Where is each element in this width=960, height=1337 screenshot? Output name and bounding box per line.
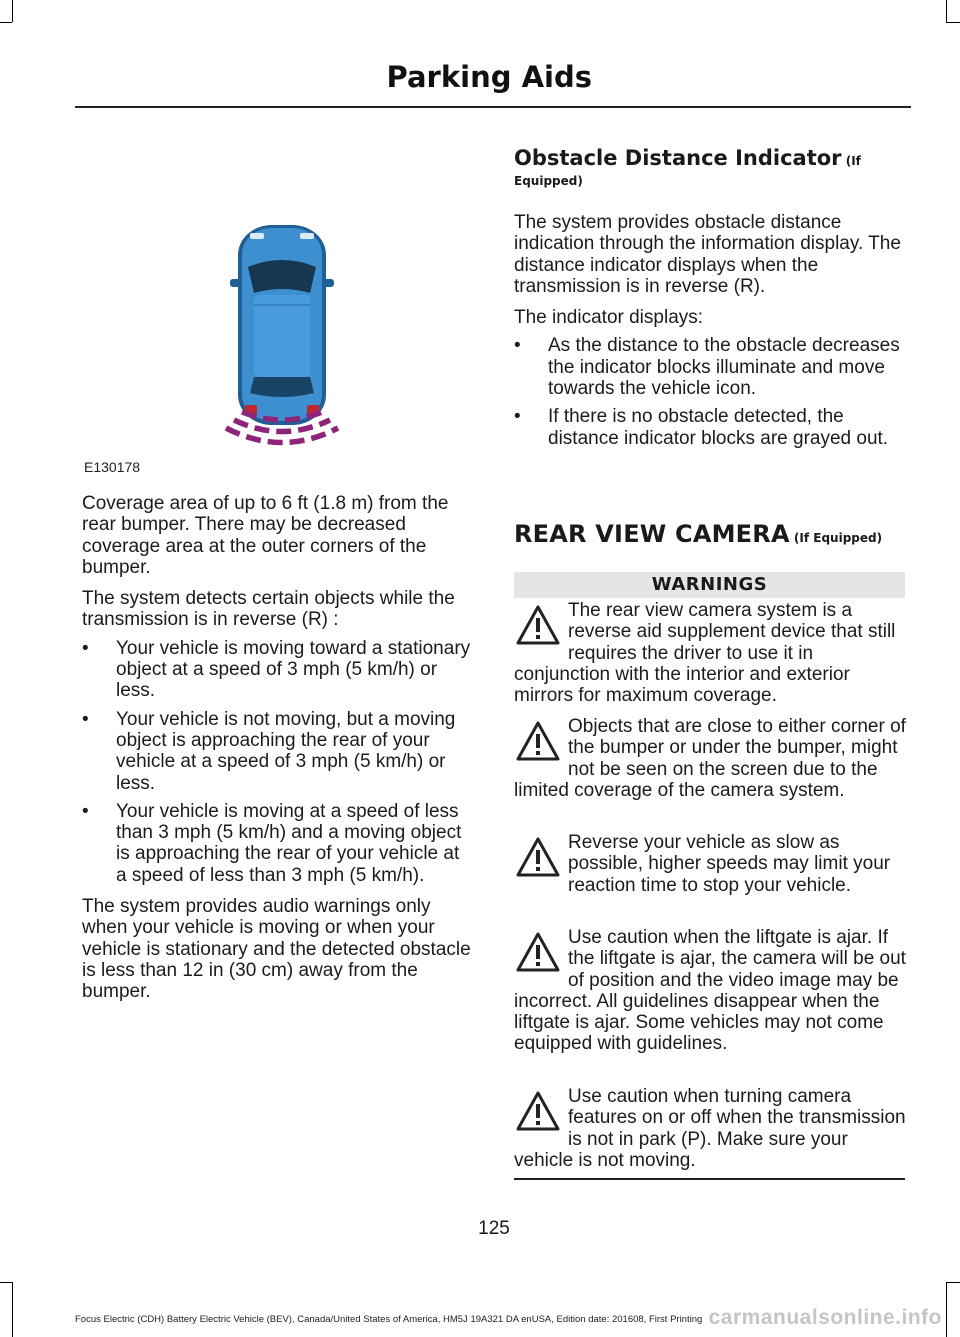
- warning-text: The rear view camera system is a reverse aid supplement device that still requires the driver to use it in conjunction with the interior and exterior mirrors for maximum coverage.: [514, 600, 896, 707]
- warning-text: Use caution when the liftgate is ajar. If the liftgate is ajar, the camera will be out of position and the video image may be incorrect. All guidelines disappear when the liftgate is ajar. Some vehicles may not come equipped with guidelines.: [514, 927, 906, 1055]
- crop-mark-top-right-h: [946, 22, 960, 23]
- warning-item: [514, 716, 906, 801]
- bullet-list: [82, 638, 474, 886]
- paragraph: The system detects certain objects while the transmission is in reverse (R) :: [82, 588, 455, 631]
- warning-item: [514, 1086, 906, 1171]
- warnings-end-divider: [514, 1178, 905, 1180]
- page-title: Parking Aids: [386, 60, 592, 94]
- paragraph: Coverage area of up to 6 ft (1.8 m) from the rear bumper. There may be decreased coverage area at the outer corners of the bumper.: [82, 493, 449, 578]
- warning-triangle-icon: [514, 1089, 562, 1133]
- warning-item: [514, 832, 906, 896]
- paragraph: The system provides obstacle distance indication through the information display. The distance indicator displays when the transmission is in reverse (R).: [514, 212, 901, 297]
- obstacle-text-body: [514, 212, 906, 449]
- warning-triangle-icon: [514, 603, 562, 647]
- warning-item: [514, 600, 906, 706]
- crop-mark-top-right-v: [946, 0, 947, 22]
- warning-triangle-icon: [514, 835, 562, 879]
- header-divider: [75, 106, 911, 108]
- paragraph: The indicator displays:: [514, 307, 704, 329]
- warning-text: Use caution when turning camera features on or off when the transmission is not in park (P). Make sure your vehicle is not moving.: [514, 1086, 906, 1171]
- crop-mark-bottom-left-h: [0, 1282, 12, 1283]
- list-item: • As the distance to the obstacle decreases the indicator blocks illuminate and move towards the vehicle icon.: [514, 335, 906, 399]
- warning-item: [514, 927, 906, 1055]
- list-item: • Your vehicle is moving toward a stationary object at a speed of 3 mph (5 km/h) or less.: [82, 638, 474, 702]
- watermark: carmanualsonline.info: [708, 1306, 942, 1329]
- crop-mark-bottom-right-v: [946, 1282, 947, 1337]
- warning-triangle-icon: [514, 719, 562, 763]
- list-item: • Your vehicle is not moving, but a moving object is approaching the rear of your vehicle at a speed of 3 mph (5 km/h) or less.: [82, 709, 474, 794]
- list-item: • Your vehicle is moving at a speed of less than 3 mph (5 km/h) and a moving object is approaching the rear of your vehicle at a speed of less than 3 mph (5 km/h).: [82, 801, 474, 886]
- car-top-view-icon: [82, 215, 474, 480]
- list-item: • If there is no obstacle detected, the distance indicator blocks are grayed out.: [514, 406, 906, 449]
- footer-text: Focus Electric (CDH) Battery Electric Vehicle (BEV), Canada/United States of America, HM5J 19A321 DA enUSA, Edition date: 201608, First Printing: [75, 1314, 703, 1325]
- crop-mark-top-left-h: [0, 22, 12, 23]
- warning-text: Reverse your vehicle as slow as possible, higher speeds may limit your reaction time to stop your vehicle.: [568, 832, 891, 896]
- bullet-list: [514, 335, 906, 448]
- crop-mark-bottom-right-h: [946, 1282, 960, 1283]
- section-heading-obstacle: Obstacle Distance Indicator (If Equipped): [514, 146, 861, 188]
- parking-sensor-figure: [82, 215, 474, 480]
- crop-mark-bottom-left-v: [12, 1282, 13, 1337]
- left-text-body: [82, 493, 474, 1003]
- paragraph: The system provides audio warnings only when your vehicle is moving or when your vehicle is stationary and the detected obstacle is less than 12 in (30 cm) away from the bumper.: [82, 896, 471, 1003]
- warnings-title: WARNINGS: [514, 572, 905, 598]
- page-number: 125: [478, 1218, 510, 1239]
- figure-label: E130178: [84, 459, 141, 475]
- section-heading-rear-view-camera: REAR VIEW CAMERA (If Equipped): [514, 520, 883, 548]
- crop-mark-top-left-v: [12, 0, 13, 22]
- warning-text: Objects that are close to either corner of the bumper or under the bumper, might not be seen on the screen due to the limited coverage of the camera system.: [514, 716, 906, 801]
- warning-triangle-icon: [514, 930, 562, 974]
